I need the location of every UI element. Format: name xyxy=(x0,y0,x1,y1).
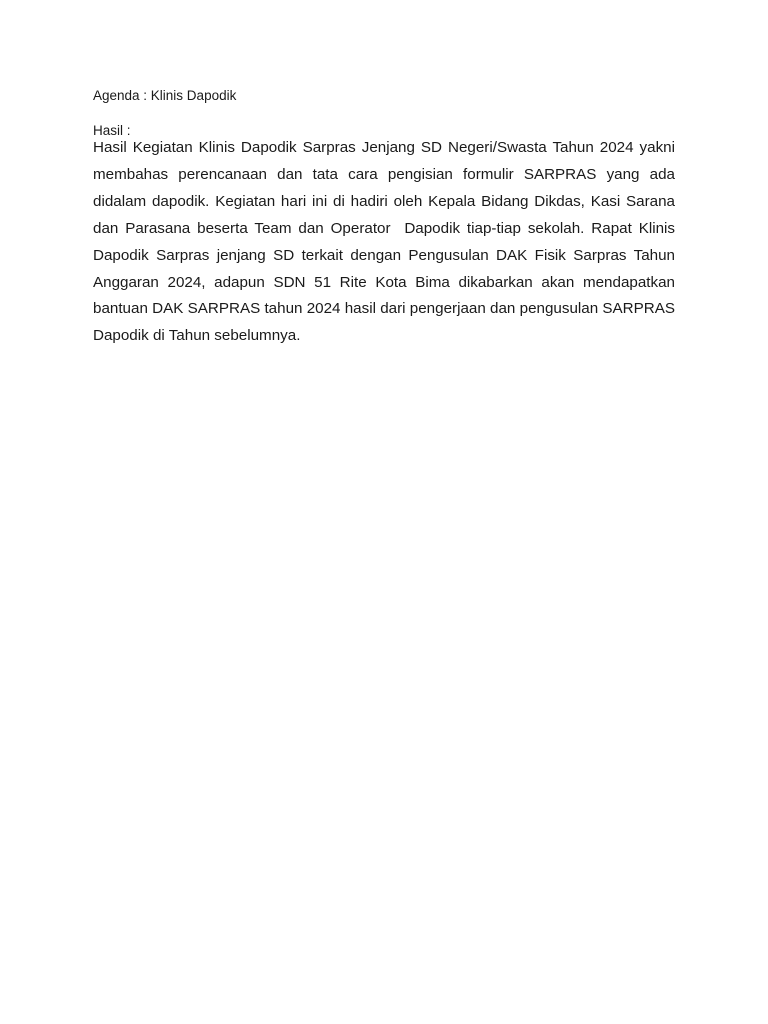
body-paragraph: Hasil Kegiatan Klinis Dapodik Sarpras Jenjang SD Negeri/Swasta Tahun 2024 yakni membahas perencanaan dan tata cara pengisian formulir SARPRAS yang ada didalam dapodik. Kegiatan hari ini di hadiri oleh Kepala Bidang Dikdas, Kasi Sarana dan Parasana beserta Team dan Operator Dapodik tiap-tiap sekolah. Rapat Klinis Dapodik Sarpras jenjang SD terkait dengan Pengusulan DAK Fisik Sarpras Tahun Anggaran 2024, adapun SDN 51 Rite Kota Bima dikabarkan akan mendapatkan bantuan DAK SARPRAS tahun 2024 hasil dari pengerjaan dan pengusulan SARPRAS Dapodik di Tahun sebelumnya. xyxy=(93,139,680,345)
hasil-label: Hasil : xyxy=(93,123,131,138)
document-content xyxy=(93,86,680,350)
agenda-line: Agenda : Klinis Dapodik xyxy=(93,88,237,103)
